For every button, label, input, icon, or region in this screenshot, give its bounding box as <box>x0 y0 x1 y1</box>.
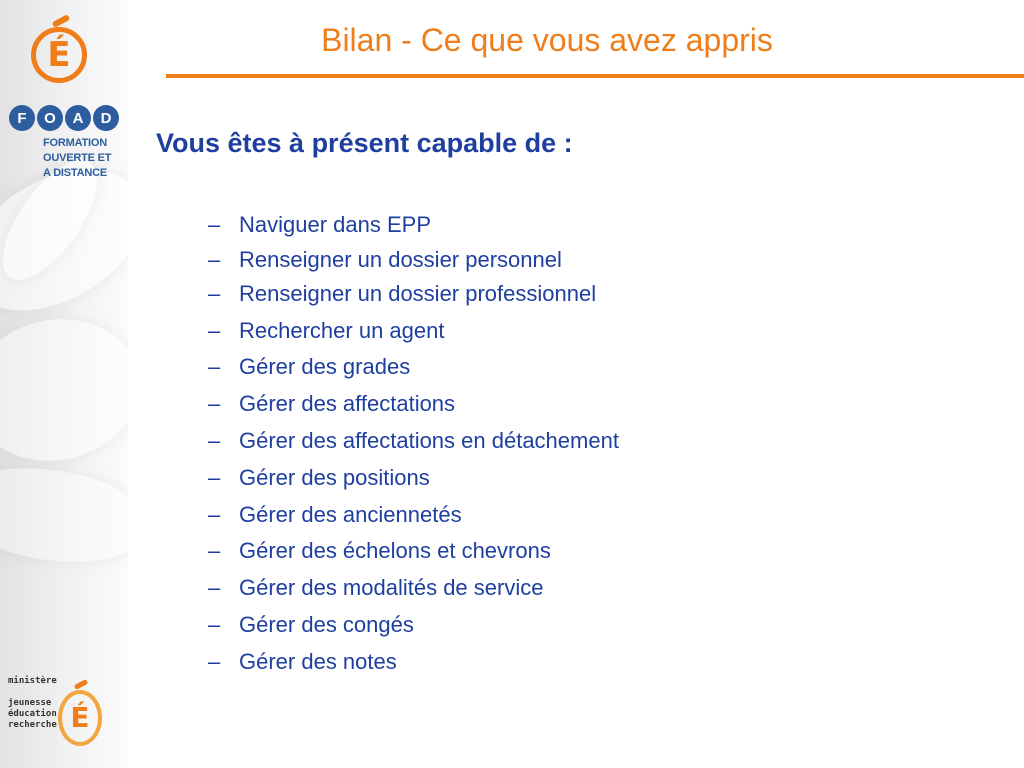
list-item-text: Renseigner un dossier professionnel <box>239 281 597 306</box>
education-logo-letter: É <box>47 35 71 75</box>
list-item-text: Gérer des positions <box>239 465 430 490</box>
foad-letter: A <box>65 105 91 131</box>
bullet-dash: – <box>208 649 221 674</box>
list-item-text: Rechercher un agent <box>239 318 445 343</box>
list-item <box>208 246 562 274</box>
background-mouse-shape <box>0 304 128 476</box>
bullet-dash: – <box>208 354 221 379</box>
bullet-dash: – <box>208 318 221 343</box>
education-logo-accent <box>52 14 71 28</box>
foad-letter: F <box>9 105 35 131</box>
bullet-dash: – <box>208 502 221 527</box>
list-item-text: Gérer des notes <box>239 649 397 674</box>
list-item <box>208 390 455 418</box>
bullet-dash: – <box>208 212 221 237</box>
list-item <box>208 611 414 639</box>
foad-caption-line: A DISTANCE <box>43 167 108 179</box>
list-item-text: Gérer des congés <box>239 612 414 637</box>
slide-title: Bilan - Ce que vous avez appris <box>321 22 773 58</box>
list-item-text: Naviguer dans EPP <box>239 212 431 237</box>
foad-letter: O <box>37 105 63 131</box>
list-item <box>208 427 619 455</box>
list-item-text: Gérer des modalités de service <box>239 575 544 600</box>
bullet-dash: – <box>208 428 221 453</box>
bullet-dash: – <box>208 465 221 490</box>
education-logo <box>31 27 87 83</box>
list-item-text: Gérer des affectations <box>239 391 456 416</box>
foad-letter: D <box>93 105 119 131</box>
ministry-logo-letter: É <box>70 701 90 734</box>
list-item <box>208 574 543 602</box>
list-item-text: Gérer des grades <box>239 354 411 379</box>
ministry-line: recherche <box>8 720 57 730</box>
foad-caption-line: OUVERTE ET <box>43 152 112 164</box>
bullet-dash: – <box>208 247 221 272</box>
list-item-text: Gérer des affectations en détachement <box>239 428 619 453</box>
section-subtitle: Vous êtes à présent capable de : <box>156 128 573 158</box>
bullet-dash: – <box>208 281 221 306</box>
list-item <box>208 317 444 345</box>
ministry-line: jeunesse <box>8 698 52 708</box>
ministry-line: éducation <box>8 709 57 719</box>
list-item-text: Gérer des anciennetés <box>239 502 462 527</box>
list-item-text: Renseigner un dossier personnel <box>239 247 562 272</box>
bullet-dash: – <box>208 538 221 563</box>
list-item <box>208 537 551 565</box>
list-item <box>208 280 596 308</box>
ministry-logo-accent <box>74 679 89 690</box>
ministry-label: ministère <box>8 676 57 686</box>
list-item <box>208 353 410 381</box>
list-item <box>208 464 430 492</box>
sidebar-decoration <box>0 0 128 768</box>
list-item <box>208 501 462 529</box>
foad-caption-line: FORMATION <box>43 137 107 149</box>
ministry-logo-text <box>8 676 57 731</box>
background-shadow-shape <box>0 457 128 574</box>
bullet-dash: – <box>208 391 221 416</box>
foad-logo <box>9 105 119 131</box>
list-item <box>208 648 397 676</box>
list-item <box>208 211 431 239</box>
bullet-dash: – <box>208 612 221 637</box>
title-divider <box>166 74 1024 78</box>
list-item-text: Gérer des échelons et chevrons <box>239 538 551 563</box>
bullet-dash: – <box>208 575 221 600</box>
ministry-logo <box>58 690 102 746</box>
foad-caption <box>43 136 111 181</box>
